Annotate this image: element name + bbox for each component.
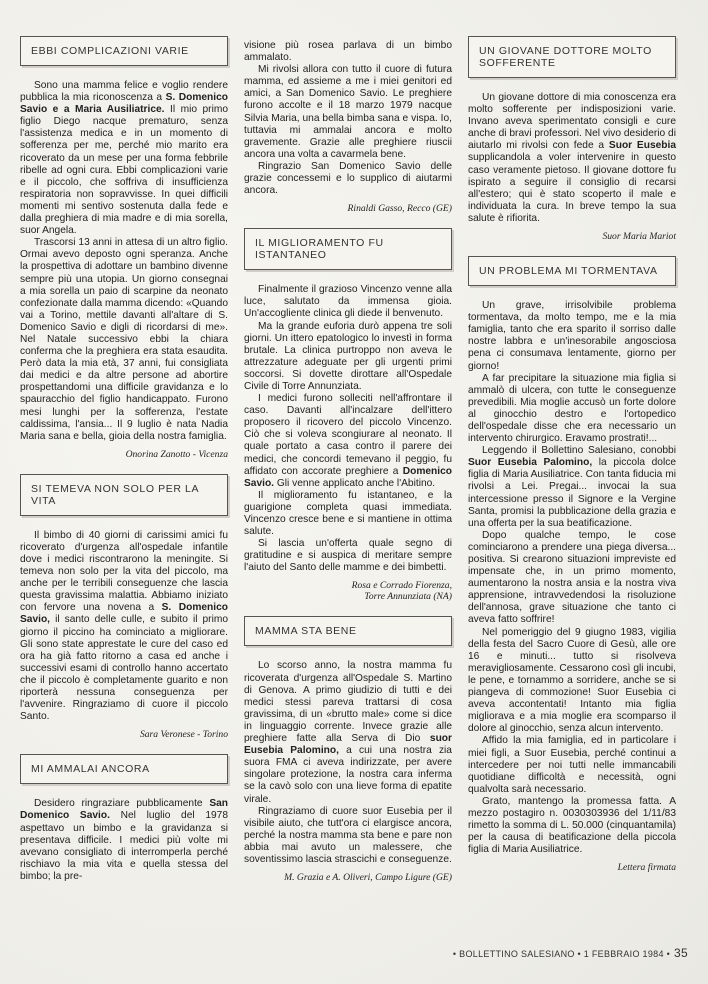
bold-name: suor Eusebia Palomino, [244,733,452,757]
paragraph: visione più rosea parlava di un bimbo ammalato. [244,40,452,64]
paragraph: Trascorsi 13 anni in attesa di un altro figlio. Ormai avevo deposto ogni speranza. Anche la prospettiva di adottare un bambino divenne sempre più una utopia. Un giorno consegnai a mia sorella un paio di scarpine da neonato confezionate dalla mamma dicendo: «Quando vai a Torino, mettile davanti all'altare di S. Domenico Savio e digli di ricordarsi di me». Nel Natale successivo ebbi la chiara conferma che la preghiera era stata esaudita. Però data la mia età, 37 anni, fui consigliata dai medici e da altre persone ad abortire prospettandomi una difficile gravidanza e lo spauracchio del figlio handicappato. Furono mesi lunghi per la sofferenza, l'estate caldissima, l'ansia... Il 9 luglio è nata Nadia Maria sana e bella, gioia della nostra famiglia. [20,237,228,442]
signature: Suor Maria Mariot [602,231,676,243]
bold-name: S. Domenico Savio, [20,602,228,626]
column-3 [468,36,676,873]
article-title: UN GIOVANE DOTTORE MOLTO SOFFERENTE [479,45,652,69]
article-body [244,40,452,197]
paragraph: Dopo qualche tempo, le cose cominciarono a prendere una piega diversa... positiva. Si crearono situazioni impreviste ed impensate che, in un primo momento, aumentarono la nostra ansia e la nostra viva apprensione, intravvedendosi la risoluzione dell'annosa, grave situazione che tanto ci aveva fatto soffrire! [468,529,676,626]
paragraph-text: supplicandola a voler intervenire in questo caso veramente pietoso. Il giovane dottore fu ispirato a seguire il consiglio di recarsi all'estero; qui è stato scoperto il male e individuata la cura. In breve tempo la sua salute è rifiorita. [468,152,676,224]
paragraph-text: il santo delle culle, e subito il primo giorno il piccino ha cominciato a migliorare. Gli sono state apprestate le cure del caso ed ora ha già fatto ritorno a casa ed anche i successivi esami di controllo hanno accertato che il piccolo è completamente guarito e non riporterà nessuna conseguenza per l'avvenire. Ringraziamo di cuore il piccolo Santo. [20,614,228,723]
paragraph: Mi rivolsi allora con tutto il cuore di futura mamma, ed assieme a me i miei genitori ed amici, a San Domenico Savio. Le preghiere furono accolte e il 18 marzo 1979 nacque Silvia Maria, una bella bimba sana e vispa. Io, tuttavia mi ammalai ancora e molto gravemente. Grazie alle preghiere riuscii ancora una volta a cavarmela bene. [244,64,452,160]
signature: Sara Veronese - Torino [139,729,228,741]
heading-box [20,474,228,516]
article-body [20,80,228,443]
paragraph: Finalmente il grazioso Vincenzo venne alla luce, salutato da immensa gioia. Un'accogliente clinica gli diede il benvenuto. [244,284,452,320]
paragraph-text: Il bimbo di 40 giorni di carissimi amici fu ricoverato d'urgenza all'ospedale infantile dove i medici riscontrarono la meningite. Si temeva non solo per la vita del piccolo, ma anche per le terribili conseguenze che lascia questa gravissima malattia. Abbiamo iniziato con fervore una novena a [20,529,228,614]
article-title: MI AMMALAI ANCORA [31,763,150,776]
paragraph: Ringrazio San Domenico Savio delle grazie concessemi e lo supplico di aiutarmi ancora. [244,160,452,197]
paragraph-text: Gli venne applicato anche l'Abitino. [276,477,436,489]
paragraph: Grato, mantengo la promessa fatta. A mezzo postagiro n. 0030303936 del 1/11/83 rimetto la somma di L. 50.000 (cinquantamila) per la causa di beatificazione della piccola figlia di Maria Ausiliatrice. [468,795,676,856]
article-title: SI TEMEVA NON SOLO PER LA VITA [31,482,199,507]
heading-box [20,754,228,784]
signature-line: Rosa e Corrado Fiorenza, [351,580,452,592]
paragraph-text: I medici furono solleciti nell'affrontare il caso. Davanti all'incalzare dell'ittero proposero il ricovero del piccolo Vincenzo. Ciò che si voleva scongiurare al neonato. Il quale portato a casa contro il parere dei medici, che concordi temevano il peggio, fu affidato con accorate preghiere a [244,393,452,477]
heading-box [468,36,676,78]
paragraph-text: Leggendo il Bollettino Salesiano, conobbi [482,445,676,457]
signature: Rinaldi Gasso, Recco (GE) [347,203,452,215]
heading-box [468,256,676,286]
bold-name: San Domenico Savio. [20,798,228,822]
signature-line: Torre Annunziata (NA) [364,591,452,603]
signature: M. Grazia e A. Oliveri, Campo Ligure (GE) [284,872,452,884]
article-body [20,530,228,724]
article-body [244,284,452,574]
heading-box [20,36,228,66]
paragraph-text: Lo scorso anno, la nostra mamma fu ricoverata d'urgenza all'Ospedale S. Martino di Genova. A primo giudizio di tutti e dei medici stessi pareva trattarsi di cosa gravissima, di un «brutto male» come si dice in linguaggio corrente. Invece grazie alle preghiere fatte alla Serva di Dio [244,660,452,745]
signature [244,580,452,602]
paragraph-text: a cui una nostra zia suora FMA ci aveva indirizzate, per avere singolare protezione, la nostra cara inferma se la cavò solo con una lieve forma di epatite virale. [244,745,452,805]
paragraph-text: la piccola dolce figlia di Maria Ausiliatrice. Con tanta fiducia mi rivolsi a Lei. Pregai... invocai la sua intercessione presso il Signore e la Vergine Santa, promisi la pubblicazione della grazia e una offerta per la sua beatificazione. [468,457,676,529]
article-body [244,660,452,866]
column-1 [20,36,228,883]
article-body [468,300,676,856]
paragraph: Un grave, irrisolvibile problema tormentava, da molto tempo, me e la mia famiglia, tanto che era sparito il sorriso dalle nostre labbra e un'inesorabile angosciosa pena ci consumava lentamente, giorno per giorno! [468,300,676,372]
paragraph: Affido la mia famiglia, ed in particolare i miei figli, a Suor Eusebia, perché continui a intercedere per noi tutti nelle immancabili quotidiane difficoltà e necessità, ogni qualvolta sarà necessario. [468,735,676,795]
paragraph-text: Un giovane dottore di mia conoscenza era molto sofferente per indisposizioni varie. Invano aveva sperimentato consigli e cure anche di bravi professori. Nel vivo desiderio di aiutarlo mi rivolsi con fede a [468,92,676,152]
bold-name: Suor Eusebia [608,140,676,152]
signature: Onorina Zanotto - Vicenza [125,448,228,460]
heading-box [244,616,452,646]
paragraph: Ma la grande euforia durò appena tre soli giorni. Un ittero epatologico lo investì in forma brutale. La clinica purtroppo non aveva le attrezzature adeguate per gli urgenti primi soccorsi. Si dovette dirottare all'Ospedale Civile di Torre Annunziata. [244,320,452,392]
column-2 [244,40,452,883]
article-title: EBBI COMPLICAZIONI VARIE [31,45,189,57]
paragraph: Nel pomeriggio del 9 giugno 1983, vigilia della festa del Sacro Cuore di Gesù, alle ore 16 e minuti... tutto si risolveva meravigliosamente. Cessarono così gli incubi, le pene, e tornammo a sorridere, anche se si piangeva di commozione! Suor Eusebia ci aveva accontentati! Intanto mia figlia migliorava e a mia moglie era scomparso il dolore al ginocchio, senza alcun intervento. [468,626,676,735]
paragraph: Si lascia un'offerta quale segno di gratitudine e si auspica di meritare sempre l'aiuto del Santo delle mamme e dei bimbetti. [244,538,452,574]
paragraph: Il miglioramento fu istantaneo, e la guarigione completa quasi immediata. Vincenzo cresce bene e si mantiene in ottima salute. [244,489,452,538]
page-footer [453,946,688,960]
bold-name: S. Domenico Savio e a Maria Ausiliatrice. [20,92,229,116]
article-title: UN PROBLEMA MI TORMENTAVA [479,265,658,278]
signature: Lettera firmata [617,862,676,874]
heading-box [244,228,452,270]
article-body [468,92,676,225]
bold-name: Domenico Savio. [244,465,452,489]
bold-name: Suor Eusebia Palomino, [468,457,593,469]
article-body [20,798,228,883]
footer-text: • BOLLETTINO SALESIANO • 1 FEBBRAIO 1984 • [452,949,671,959]
paragraph-text: Desidero ringraziare pubblicamente [34,798,203,810]
page-number: 35 [674,946,688,960]
paragraph-text: Il mio primo figlio Diego nacque prematuro, senza l'assistenza medica e in un momento di sofferenza per me, perché mio marito era ricoverato da un mese per una forma febbrile ribelle ad ogni cura. Ebbi complicazioni varie e il piccolo, che soffriva di insufficienza respiratoria non sopravvisse. In quei difficili momenti mi sentivo sostenuta dalla fede e dalla preghiera di mia madre e di mia sorella, suor Angela. [20,104,228,237]
paragraph-text: Nel luglio del 1978 aspettavo un bimbo e la gravidanza si presentava difficile. I medici più volte mi avevano consigliato di interromperla perché rischiavo la mia vita e quella stessa del bimbo; la pre- [20,810,228,882]
paragraph: A far precipitare la situazione mia figlia si ammalò di ulcera, con tutte le conseguenze prevedibili. Mia moglie accusò un forte dolore al ginocchio destro e l'ortopedico dell'ospedale disse che era necessario un intervento chirurgico. Eravamo prostrati!... [468,372,676,445]
paragraph: Ringraziamo di cuore suor Eusebia per il visibile aiuto, che tutt'ora ci elargisce ancora, perché la nostra mamma sta bene e pare non abbia mai avuto un malessere, che soventissimo lascia strascichi e conseguenze. [244,805,452,865]
article-title: IL MIGLIORAMENTO FU ISTANTANEO [255,237,384,262]
paragraph-text: Sono una mamma felice e voglio rendere pubblica la mia riconoscenza a [20,80,228,104]
article-title: MAMMA STA BENE [255,625,357,638]
